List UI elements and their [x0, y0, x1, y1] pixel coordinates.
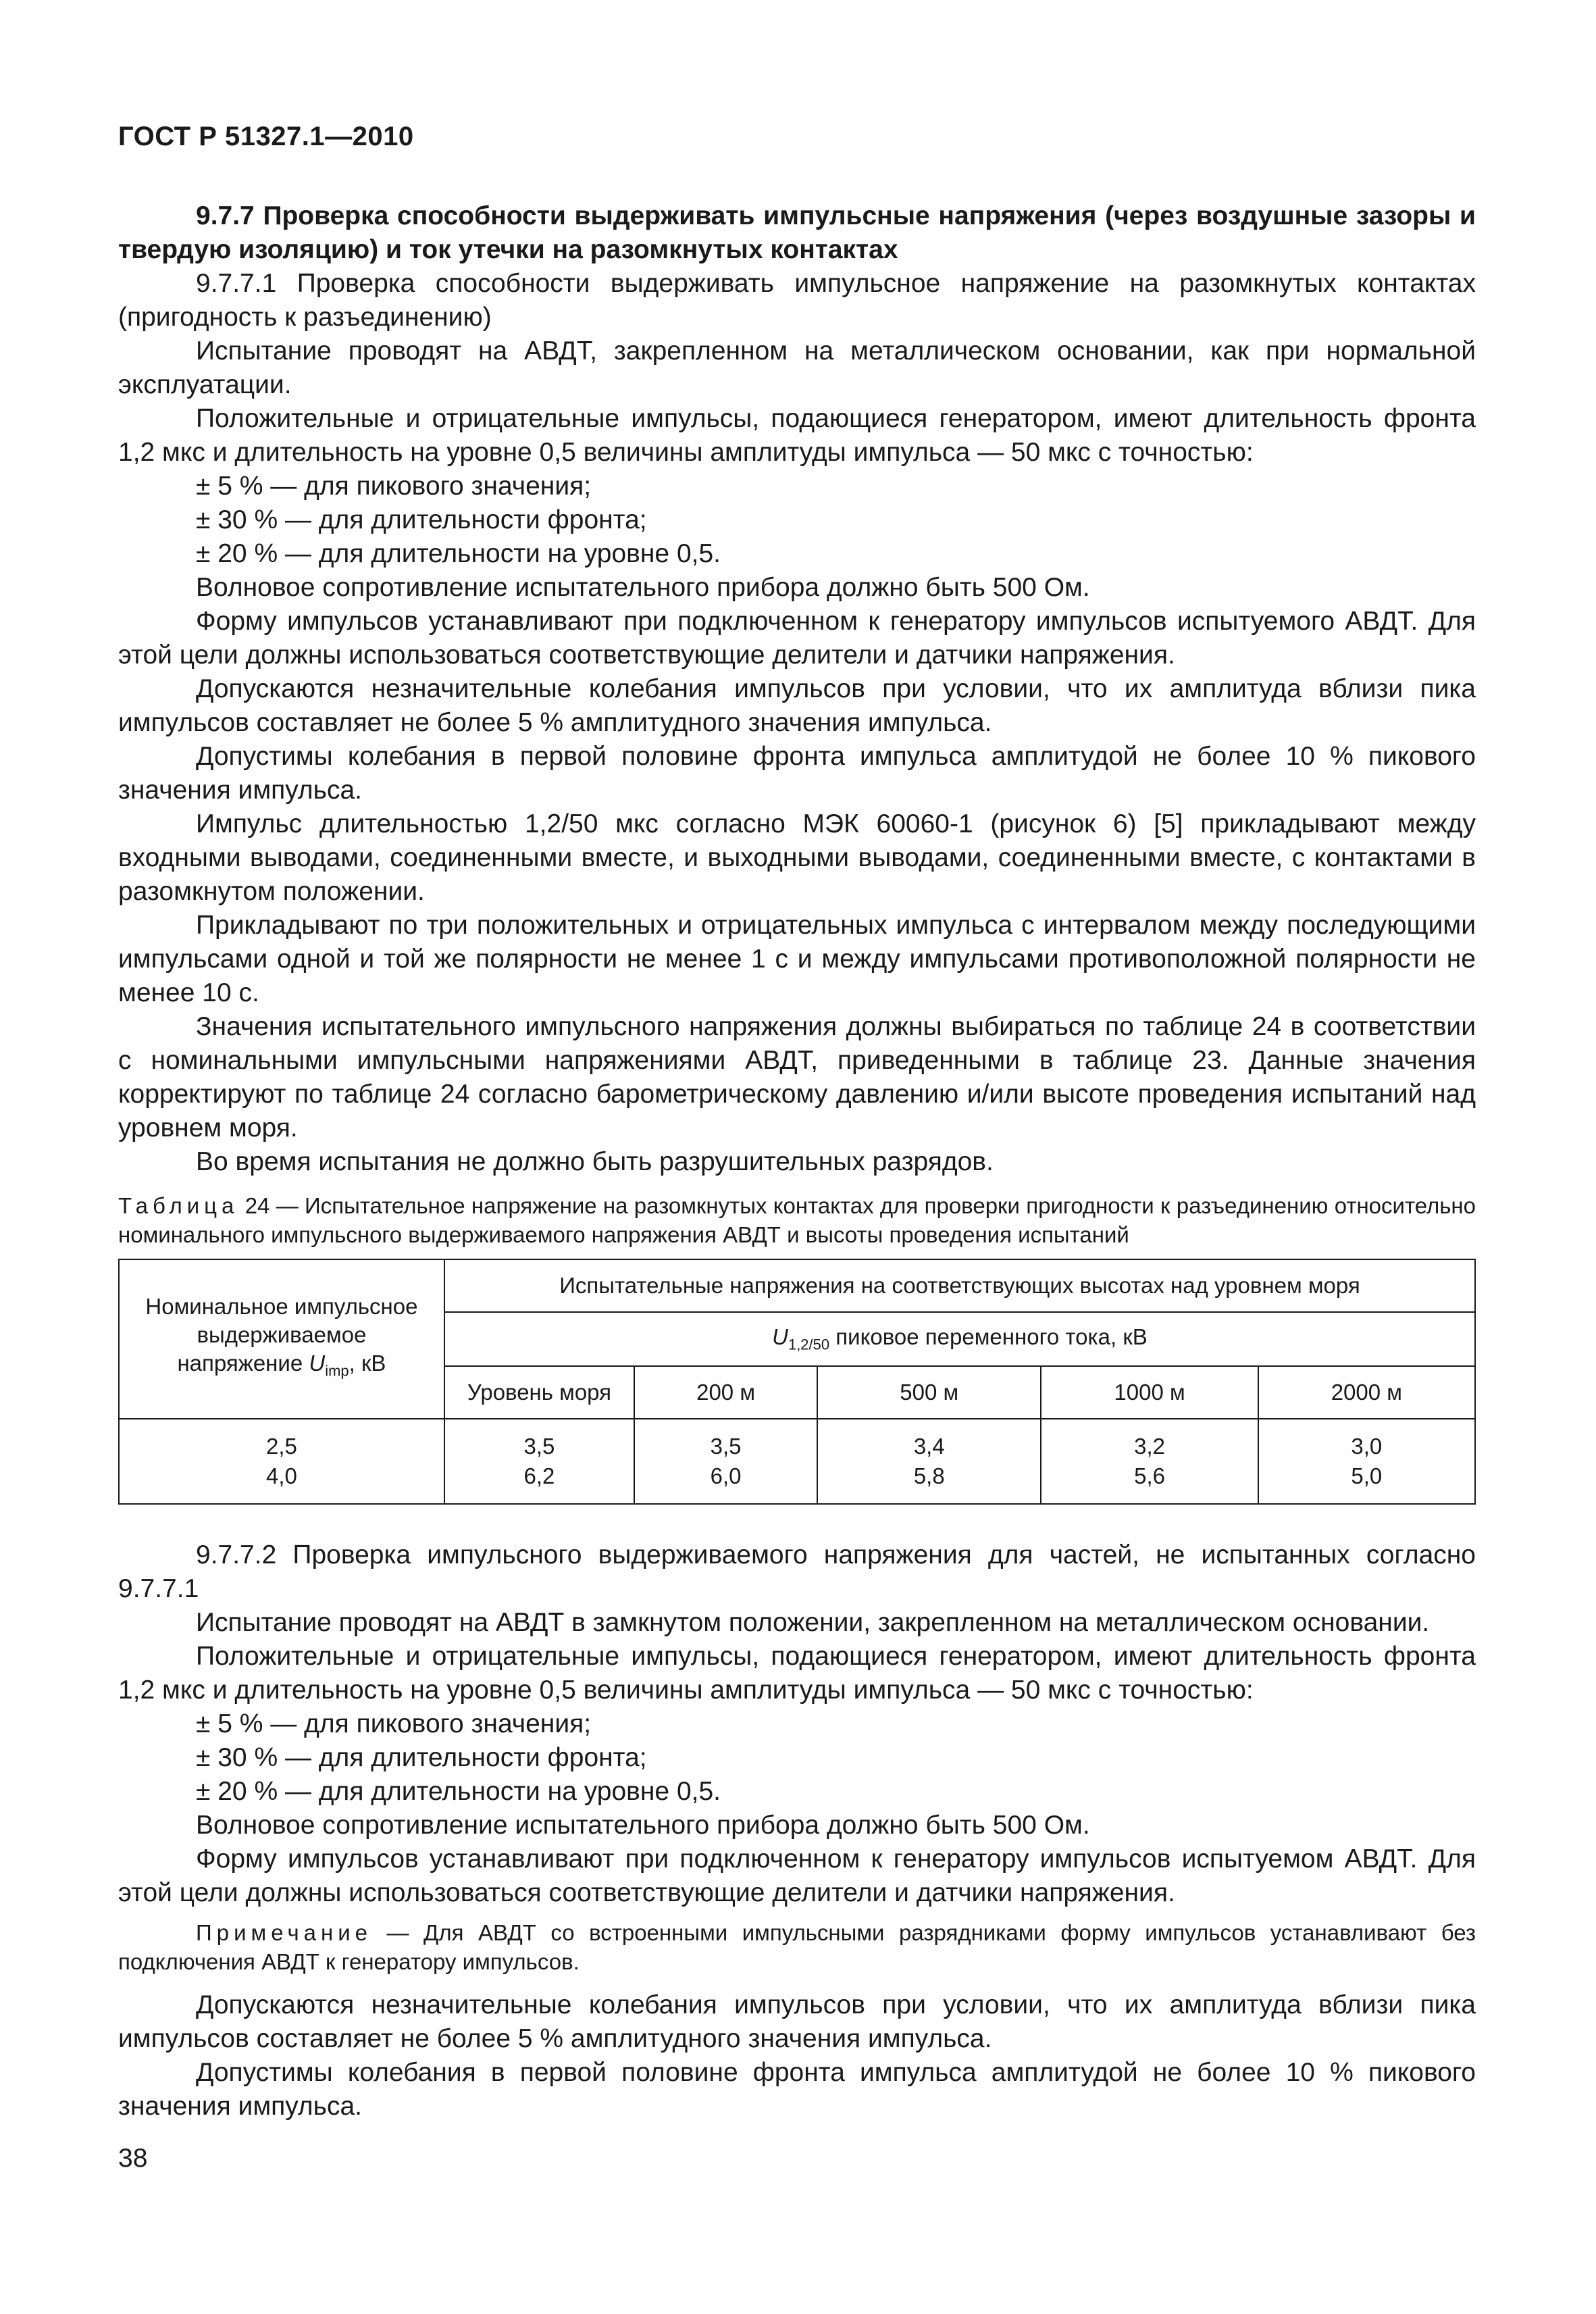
paragraph: 9.7.7.2 Проверка импульсного выдерживаемого напряжения для частей, не испытанных согласно 9.7.7.1: [118, 1540, 1476, 1603]
paragraph: Волновое сопротивление испытательного прибора должно быть 500 Ом.: [196, 1811, 1090, 1840]
paragraph: Испытание проводят на АВДТ, закрепленном на металлическом основании, как при нормальной эксплуатации.: [118, 336, 1476, 399]
page-number: 38: [118, 2144, 148, 2173]
column-header: Уровень моря: [444, 1366, 634, 1419]
table-caption-prefix: Таблица: [118, 1193, 239, 1218]
tolerance-item: ± 30 % — для длительности фронта;: [196, 1743, 647, 1772]
column-header: 500 м: [817, 1366, 1041, 1419]
tolerance-item: ± 20 % — для длительности на уровне 0,5.: [196, 539, 721, 568]
sub-header-cell: [444, 1312, 1475, 1366]
note-prefix: Примечание: [196, 1920, 373, 1945]
table-cell: 3,0 5,0: [1258, 1419, 1475, 1504]
document-page: [118, 122, 1476, 2173]
sub-header-text: пиковое переменного тока, кВ: [829, 1324, 1148, 1350]
paragraph: Положительные и отрицательные импульсы, подающиеся генератором, имеют длительность фронта 1,2 мкс и длительность на уровне 0,5 величины амплитуды импульса — 50 мкс с точностью:: [118, 1642, 1476, 1705]
paragraph: Волновое сопротивление испытательного прибора должно быть 500 Ом.: [196, 573, 1090, 602]
paragraph: Допустимы колебания в первой половине фронта импульса амплитудой не более 10 % пикового значения импульса.: [118, 742, 1476, 805]
table-body-row: [119, 1419, 1475, 1504]
group-header-cell: Испытательные напряжения на соответствующих высотах над уровнем моря: [444, 1259, 1475, 1312]
test-voltage-table: [118, 1259, 1476, 1505]
paragraph: Прикладывают по три положительных и отрицательных импульса с интервалом между последующими импульсами одной и той же полярности не менее 1 с и между импульсами противоположной полярности не менее 10 с.: [118, 911, 1476, 1007]
paragraph: Форму импульсов устанавливают при подключенном к генератору импульсов испытуемого АВДТ. Для этой цели должны использоваться соответствующие делители и датчики напряжения.: [118, 607, 1476, 670]
table-header-row: [119, 1259, 1475, 1312]
paragraph: Допускаются незначительные колебания импульсов при условии, что их амплитуда вблизи пика импульсов составляет не более 5 % амплитудного значения импульса.: [118, 1990, 1476, 2053]
table-cell: 3,5 6,2: [444, 1419, 634, 1504]
section-body-part1: [118, 267, 1476, 1179]
paragraph: Форму импульсов устанавливают при подключенном к генератору импульсов испытуемом АВДТ. Для этой цели должны использоваться соответствующие делители и датчики напряжения.: [118, 1844, 1476, 1907]
table-cell: 3,5 6,0: [634, 1419, 817, 1504]
paragraph: Положительные и отрицательные импульсы, подающиеся генератором, имеют длительность фронта 1,2 мкс и длительность на уровне 0,5 величины амплитуды импульса — 50 мкс с точностью:: [118, 404, 1476, 467]
row-header-sub: imp: [325, 1362, 349, 1380]
paragraph: Испытание проводят на АВДТ в замкнутом положении, закрепленном на металлическом основании.: [196, 1608, 1430, 1637]
paragraph: Значения испытательного импульсного напряжения должны выбираться по таблице 24 в соответствии с номинальными импульсными напряжениями АВДТ, приведенными в таблице 23. Данные значения корректируют по таблице 24 согласно барометрическому давлению и/или высоте проведения испытаний над уровнем моря.: [118, 1012, 1476, 1142]
column-header: 200 м: [634, 1366, 817, 1419]
paragraph: Допускаются незначительные колебания импульсов при условии, что их амплитуда вблизи пика импульсов составляет не более 5 % амплитудного значения импульса.: [118, 674, 1476, 737]
paragraph: Допустимы колебания в первой половине фронта импульса амплитудой не более 10 % пикового значения импульса.: [118, 2058, 1476, 2121]
paragraph: Во время испытания не должно быть разрушительных разрядов.: [196, 1147, 994, 1176]
paragraph: 9.7.7.1 Проверка способности выдерживать импульсное напряжение на разомкнутых контактах (пригодность к разъединению): [118, 269, 1476, 332]
table-cell: 2,5 4,0: [119, 1419, 444, 1504]
document-id-header: ГОСТ Р 51327.1—2010: [118, 122, 414, 151]
table-caption-text: 24 — Испытательное напряжение на разомкнутых контактах для проверки пригодности к разъединению относительно номинального импульсного выдерживаемого напряжения АВДТ и высоты проведения испытаний: [118, 1193, 1476, 1247]
note: [118, 1918, 1476, 1976]
sub-header-symbol: U: [772, 1324, 788, 1350]
section-body-part3: [118, 1988, 1476, 2123]
column-header: 2000 м: [1258, 1366, 1475, 1419]
column-header: 1000 м: [1041, 1366, 1258, 1419]
row-header-symbol: U: [309, 1351, 326, 1376]
tolerance-item: ± 20 % — для длительности на уровне 0,5.: [196, 1777, 721, 1806]
table-cell: 3,4 5,8: [817, 1419, 1041, 1504]
section-body-part2: [118, 1538, 1476, 1910]
row-header-text: Номинальное импульсное выдерживаемое напряжение: [145, 1294, 418, 1376]
tolerance-item: ± 30 % — для длительности фронта;: [196, 505, 647, 534]
note-text: — Для АВДТ со встроенными импульсными разрядниками форму импульсов устанавливают без подключения АВДТ к генератору импульсов.: [118, 1920, 1476, 1974]
sub-header-sub: 1,2/50: [788, 1336, 830, 1353]
row-header-cell: [119, 1259, 444, 1419]
paragraph: Импульс длительностью 1,2/50 мкс согласно МЭК 60060-1 (рисунок 6) [5] прикладывают между входными выводами, соединенными вместе, и выходными выводами, соединенными вместе, с контактами в разомкнутом положении.: [118, 809, 1476, 906]
tolerance-item: ± 5 % — для пикового значения;: [196, 472, 592, 501]
section-title: 9.7.7 Проверка способности выдерживать импульсные напряжения (через воздушные зазоры и твердую изоляцию) и ток утечки на разомкнутых контактах: [118, 201, 1476, 264]
table-cell: 3,2 5,6: [1041, 1419, 1258, 1504]
row-header-unit: , кВ: [349, 1351, 386, 1376]
table-caption: [118, 1191, 1476, 1249]
tolerance-item: ± 5 % — для пикового значения;: [196, 1709, 592, 1738]
